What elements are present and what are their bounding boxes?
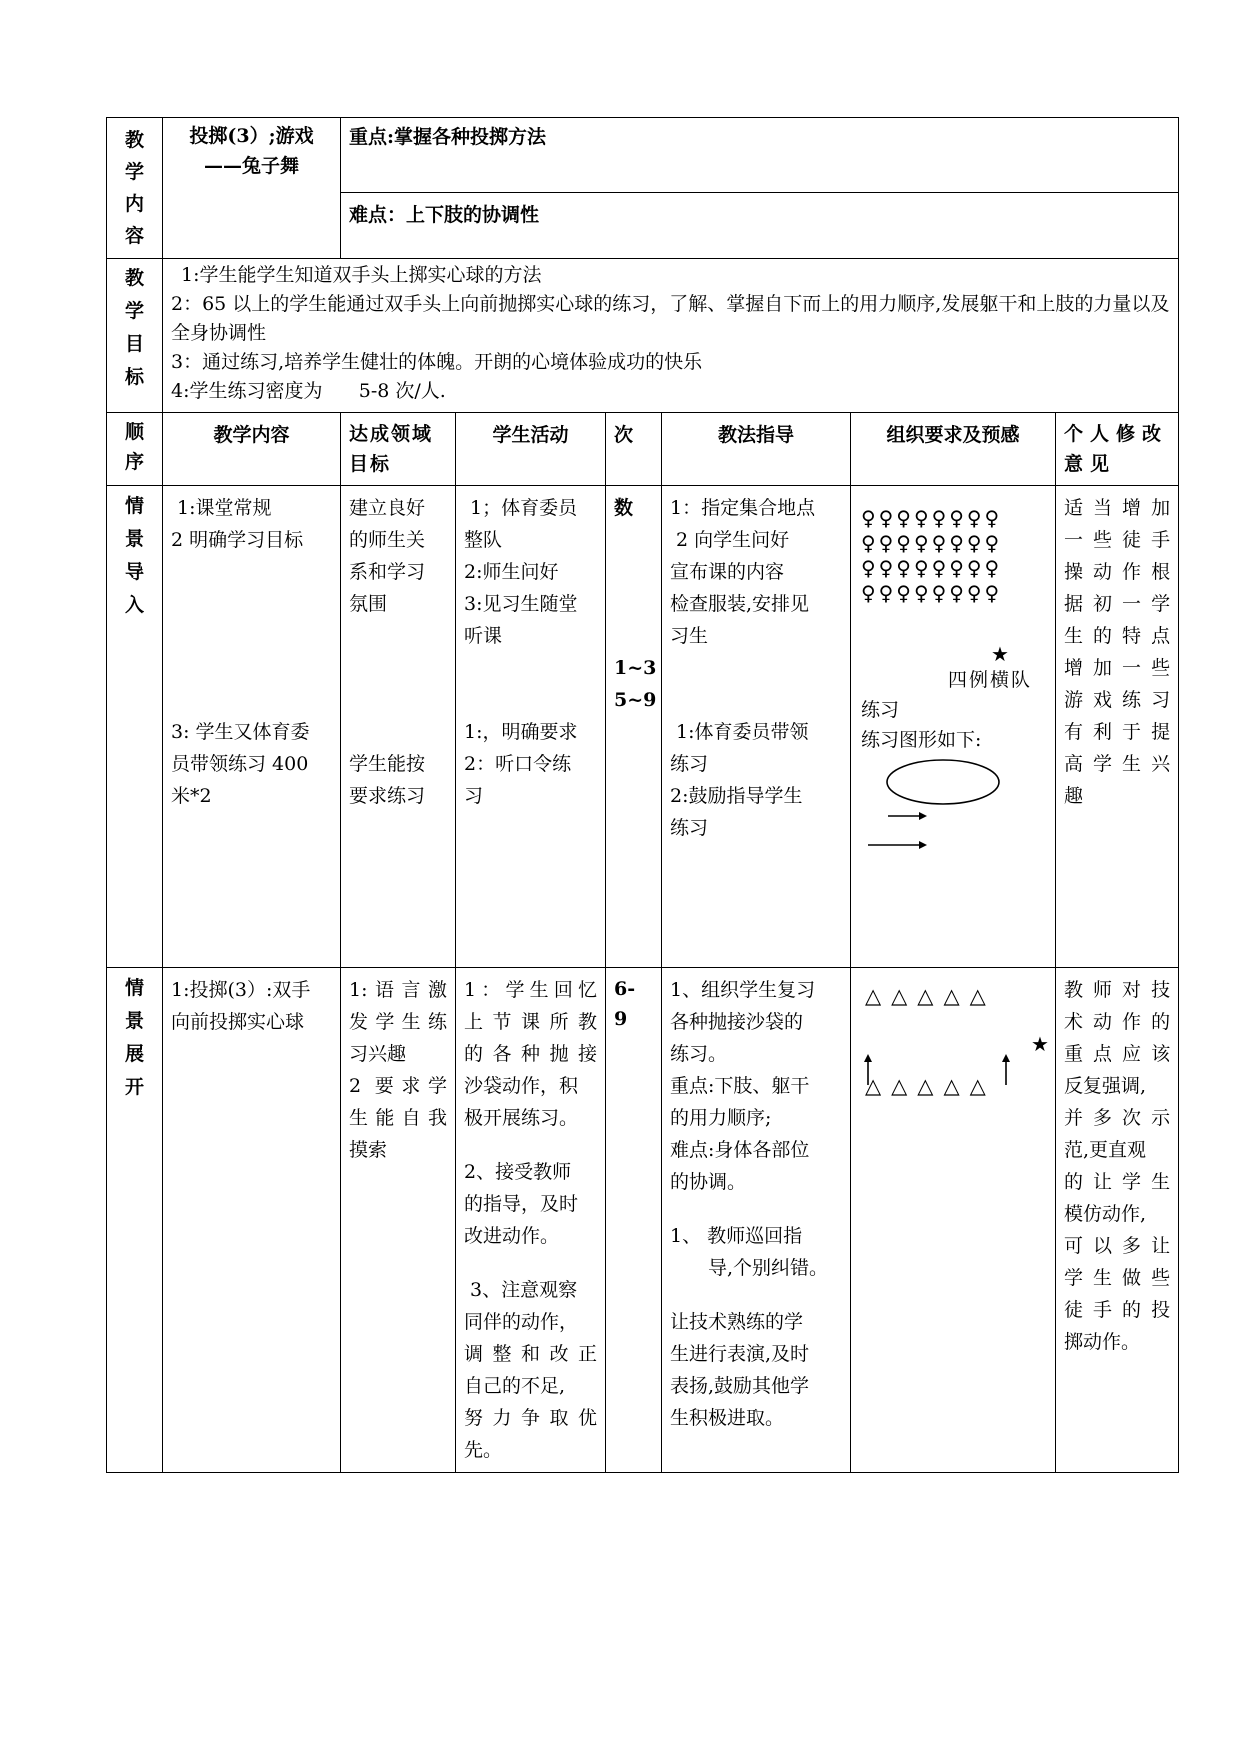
header-times: 次: [606, 413, 662, 486]
develop-label: 情 景 展 开: [107, 968, 163, 1473]
develop-formation: [851, 968, 1056, 1473]
objective-2: 2：65 以上的学生能通过双手头上向前抛掷实心球的练习，了解、掌握自下而上的用力顺序,发展躯干和上肢的力量以及全身协调性: [171, 293, 1170, 344]
objective-1: 1:学生能学生知道双手头上掷实心球的方法: [181, 264, 542, 286]
objective-3: 3：通过练习,培养学生健壮的体魄。开朗的心境体验成功的快乐: [171, 351, 703, 373]
develop-content: 1:投掷(3）:双手 向前投掷实心球: [163, 968, 341, 1473]
intro-goal: 建立良好 的师生关 系和学习 氛围 学生能按 要求练习: [341, 486, 456, 968]
teacher-star-icon: ★: [991, 642, 1009, 666]
arrow-short-head: [919, 812, 927, 820]
develop-notes: 教师对技 术动作的 重点应该 反复强调, 并多次示 范,更直观 的让学生 模仿动作, 可以多让 学生做些 徒手的投 掷动作。: [1056, 968, 1179, 1473]
header-goal: 达成领域目标: [341, 413, 456, 486]
header-order: 顺 序: [107, 413, 163, 486]
intro-activity: 1；体育委员 整队 2:师生问好 3:见习生随堂 听课 1:，明确要求 2：听口令练 习: [456, 486, 606, 968]
lesson-plan-table: [106, 117, 1179, 1473]
track-ellipse: [887, 760, 999, 804]
header-activity: 学生活动: [456, 413, 606, 486]
intro-notes: 适当增加 一些徒手 操动作根 据初一学 生的特点 增加一些 游戏练习 有利于提 高学生兴 趣: [1056, 486, 1179, 968]
intro-label: 情 景 导 入: [107, 486, 163, 968]
objectives-label: 教 学 目 标: [107, 259, 163, 413]
female-formation: ♀♀♀♀♀♀♀♀ ♀♀♀♀♀♀♀♀ ♀♀♀♀♀♀♀♀ ♀♀♀♀♀♀♀♀: [861, 506, 1003, 605]
triangle-row-top: △△△△△: [865, 984, 996, 1008]
header-guidance: 教法指导: [662, 413, 851, 486]
triangle-row-bottom: △△△△△: [865, 1074, 996, 1098]
header-content: 教学内容: [163, 413, 341, 486]
lesson-topic: 投掷(3）;游戏 ——兔子舞: [163, 118, 341, 259]
header-organization: 组织要求及预感: [851, 413, 1056, 486]
develop-activity: 1：学生回忆 上节课所教 的各种抛接 沙袋动作，积 极开展练习。 2、接受教师 的指导，及时 改进动作。 3、注意观察 同伴的动作， 调整和改正 自己的不足, 努力争取优 先。: [456, 968, 606, 1473]
throw-direction-arrows: [851, 1053, 1056, 1093]
develop-guidance: 1、组织学生复习 各种抛接沙袋的 练习。 重点:下肢、躯干 的用力顺序; 难点:身体各部位 的协调。 1、 教师巡回指 导,个别纠错。 让技术熟练的学 生进行表演,及时 表扬,鼓励其他学 生积极进取。: [662, 968, 851, 1473]
develop-times: 6- 9: [606, 968, 662, 1473]
teacher-star-icon-2: ★: [1031, 1032, 1049, 1056]
develop-goal: 1:语言激 发学生练 习兴趣 2 要求学 生能自我 摸索: [341, 968, 456, 1473]
intro-content: 1:课堂常规 2 明确学习目标 3: 学生又体育委 员带领练习 400 米*2: [163, 486, 341, 968]
intro-times: 数 1~3 5~9: [606, 486, 662, 968]
formation-caption-1: 四例横队: [948, 669, 1033, 691]
arrow-long-head: [919, 841, 927, 849]
formation-caption-3: 练习图形如下:: [861, 729, 982, 751]
formation-caption-2: 练习: [861, 699, 900, 721]
running-track-diagram: [851, 756, 1056, 876]
objective-4: 4:学生练习密度为 5-8 次/人.: [171, 380, 446, 402]
difficulty-point: 难点：上下肢的协调性: [341, 193, 1179, 259]
up-arrow-right-head: [1002, 1054, 1010, 1062]
up-arrow-left-head: [864, 1054, 872, 1062]
key-point: 重点:掌握各种投掷方法: [341, 118, 1179, 193]
content-label: 教 学 内 容: [107, 118, 163, 259]
objectives-text: [163, 259, 1179, 413]
intro-guidance: 1：指定集合地点 2 向学生问好 宣布课的内容 检查服装,安排见 习生 1:体育委员带领 练习 2:鼓励指导学生 练习: [662, 486, 851, 968]
intro-formation: [851, 486, 1056, 968]
header-notes: 个人修改意见: [1056, 413, 1179, 486]
